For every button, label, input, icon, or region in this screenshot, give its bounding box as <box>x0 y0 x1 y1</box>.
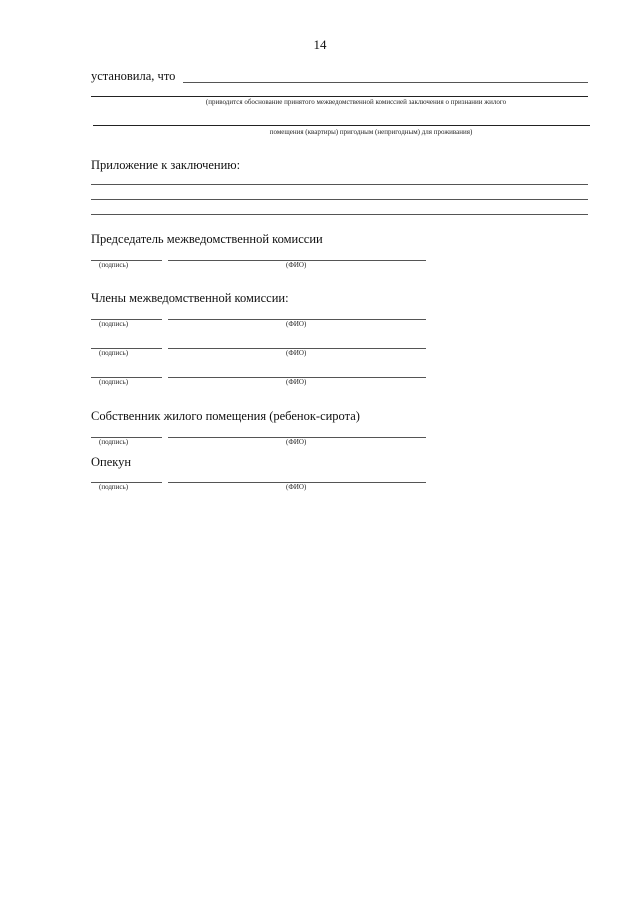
justification-note-2: помещения (квартиры) пригодным (непригодным) для проживания) <box>269 128 473 136</box>
member-1-fio-caption: (ФИО) <box>286 320 307 328</box>
guardian-signature-caption: (подпись) <box>99 483 129 491</box>
owner-title: Собственник жилого помещения (ребенок-сирота) <box>91 409 360 423</box>
member-3-signature-caption: (подпись) <box>99 378 129 386</box>
appendix-line-2 <box>91 199 588 200</box>
member-1-signature-caption: (подпись) <box>99 320 129 328</box>
chairman-signature-caption: (подпись) <box>99 261 129 269</box>
guardian-title: Опекун <box>91 455 132 469</box>
members-title: Члены межведомственной комиссии: <box>91 291 289 305</box>
established-label: установила, что <box>91 69 176 83</box>
justification-line-2 <box>93 125 590 126</box>
member-2-signature-caption: (подпись) <box>99 349 129 357</box>
established-fill-line <box>183 82 588 83</box>
owner-fio-caption: (ФИО) <box>286 438 307 446</box>
chairman-title: Председатель межведомственной комиссии <box>91 232 323 246</box>
appendix-line-1 <box>91 184 588 185</box>
chairman-fio-caption: (ФИО) <box>286 261 307 269</box>
owner-signature-caption: (подпись) <box>99 438 129 446</box>
appendix-line-3 <box>91 214 588 215</box>
page-number: 14 <box>313 37 327 52</box>
justification-line-1 <box>91 96 588 97</box>
guardian-fio-caption: (ФИО) <box>286 483 307 491</box>
justification-note-1: (приводится обоснование принятого межведомственной комиссией заключения о признании жилого <box>205 98 507 106</box>
appendix-title: Приложение к заключению: <box>91 158 241 172</box>
member-3-fio-caption: (ФИО) <box>286 378 307 386</box>
member-2-fio-caption: (ФИО) <box>286 349 307 357</box>
